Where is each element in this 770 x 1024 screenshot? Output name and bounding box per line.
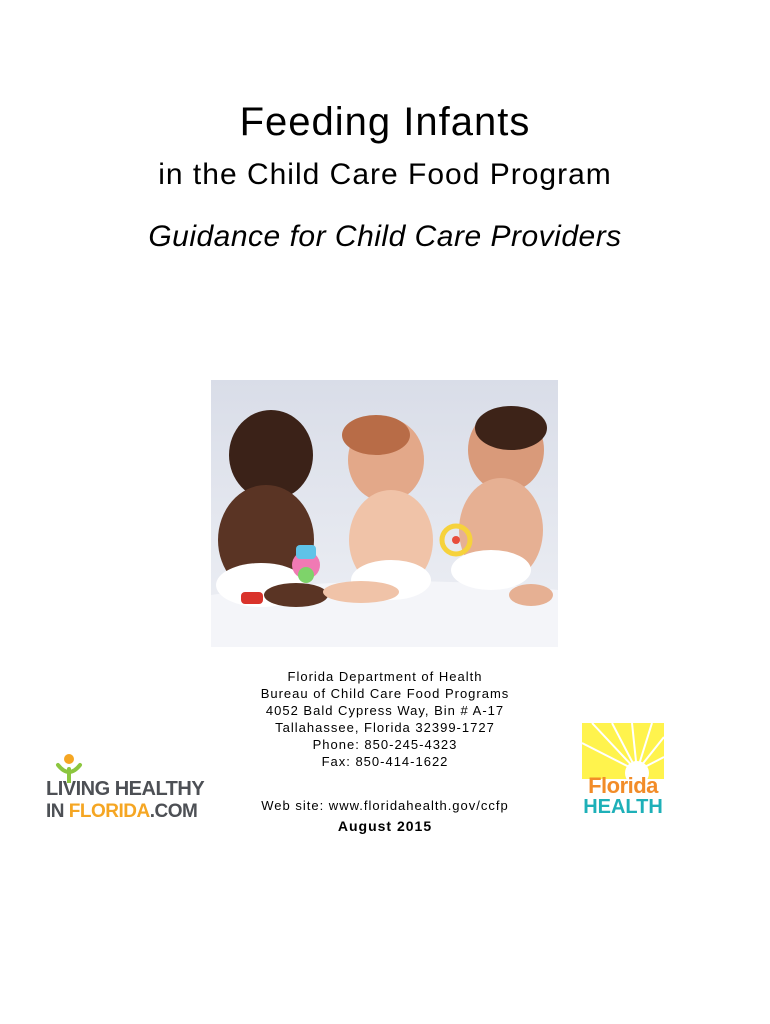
document-title: Feeding Infants	[239, 100, 531, 144]
fax-line: Fax: 850-414-1622	[321, 754, 449, 769]
health-word: HEALTH	[583, 796, 663, 818]
address-line: Bureau of Child Care Food Programs	[260, 686, 510, 701]
website-line[interactable]: Web site: www.floridahealth.gov/ccfp	[261, 798, 509, 813]
sun-icon	[582, 723, 664, 779]
address-line: 4052 Bald Cypress Way, Bin # A-17	[265, 703, 505, 718]
address-line: Tallahassee, Florida 32399-1727	[275, 720, 495, 735]
babies-photo	[211, 380, 558, 647]
address-line: Florida Department of Health	[287, 669, 483, 684]
publication-date: August 2015	[337, 818, 433, 834]
florida-health-logo	[582, 723, 664, 819]
florida-word: Florida	[588, 773, 658, 798]
logo-florida-text: FLORIDA	[68, 801, 150, 822]
document-guidance: Guidance for Child Care Providers	[148, 220, 622, 253]
phone-line: Phone: 850-245-4323	[312, 737, 458, 752]
living-healthy-logo	[46, 755, 205, 823]
document-subtitle: in the Child Care Food Program	[158, 158, 612, 191]
in-florida-text	[46, 801, 197, 823]
logo-com-text: .COM	[149, 801, 198, 822]
logo-in-text: IN	[46, 801, 69, 822]
three-babies-illustration	[211, 380, 558, 647]
living-healthy-text: LIVING HEALTHY	[46, 778, 205, 800]
contact-address	[235, 668, 535, 770]
